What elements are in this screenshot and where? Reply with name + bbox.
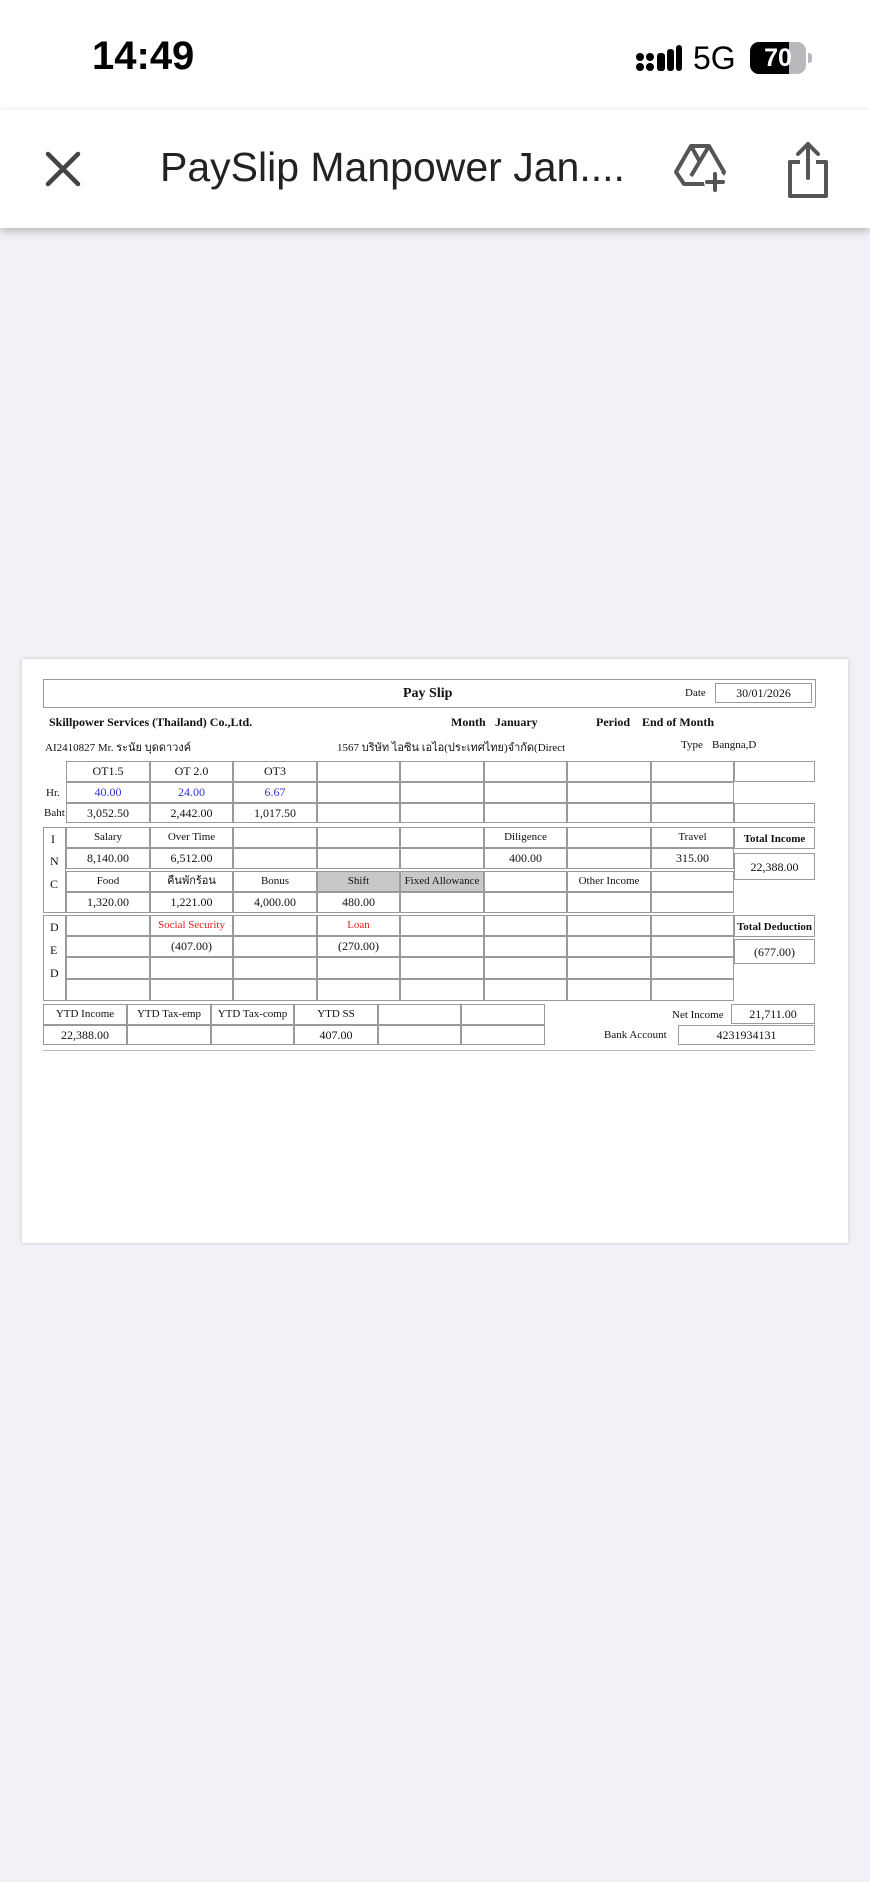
vacation-label: คืนพักร้อน [150, 871, 233, 892]
shift-label: Shift [317, 871, 400, 892]
ytd-empty [378, 1004, 461, 1025]
deduction-empty [651, 979, 734, 1001]
deduction-empty [66, 936, 150, 957]
ot-empty [567, 761, 651, 782]
income-empty [567, 827, 651, 848]
travel-value: 315.00 [651, 848, 734, 869]
total-deduction-label: Total Deduction [734, 915, 815, 937]
social-security-value: (407.00) [150, 936, 233, 957]
deduction-empty [567, 915, 651, 936]
ot-empty [400, 803, 484, 823]
diligence-label: Diligence [484, 827, 567, 848]
type-value: Bangna,D [712, 739, 757, 751]
ot-empty [484, 803, 567, 823]
date-value: 30/01/2026 [715, 683, 812, 703]
ytd-tax-comp-label: YTD Tax-comp [211, 1004, 294, 1025]
bank-account-value: 4231934131 [678, 1025, 815, 1045]
ytd-tax-emp-label: YTD Tax-emp [127, 1004, 211, 1025]
close-icon[interactable] [40, 146, 86, 192]
ot-empty [734, 761, 815, 782]
employee-info: AI2410827 Mr. ระนัย บุดดาวงค์ [45, 742, 192, 754]
ot-empty [317, 782, 400, 803]
ot20-baht: 2,442.00 [150, 803, 233, 823]
income-empty [233, 827, 317, 848]
ot-empty [567, 803, 651, 823]
deduction-empty [317, 979, 400, 1001]
food-value: 1,320.00 [66, 892, 150, 913]
client-company: 1567 บริษัท ไอซิน เอไอ(ประเทศไทย)จำกัด(Direct [337, 742, 566, 754]
income-empty [651, 871, 734, 892]
food-label: Food [66, 871, 150, 892]
ot-empty [400, 761, 484, 782]
deduction-empty [233, 915, 317, 936]
ytd-empty [211, 1025, 294, 1045]
income-empty [400, 827, 484, 848]
bonus-value: 4,000.00 [233, 892, 317, 913]
diligence-value: 400.00 [484, 848, 567, 869]
ytd-income-label: YTD Income [43, 1004, 127, 1025]
battery-icon [750, 42, 812, 74]
deduction-empty [651, 915, 734, 936]
ytd-empty [378, 1025, 461, 1045]
income-empty [484, 871, 567, 892]
income-empty [651, 892, 734, 913]
deduction-empty [150, 957, 233, 979]
status-time: 14:49 [92, 34, 195, 78]
income-empty [233, 848, 317, 869]
hr-label: Hr. [46, 787, 60, 799]
income-empty [400, 892, 484, 913]
deduction-empty [233, 979, 317, 1001]
deduction-empty [400, 915, 484, 936]
ot-empty [484, 782, 567, 803]
deduction-empty [66, 979, 150, 1001]
ot20-hours: 24.00 [150, 782, 233, 803]
ytd-ss-label: YTD SS [294, 1004, 378, 1025]
cellular-signal-icon [636, 44, 682, 72]
income-side-letter: C [50, 877, 59, 891]
ot3-header: OT3 [233, 761, 317, 782]
deduction-empty [651, 936, 734, 957]
ytd-ss-value: 407.00 [294, 1025, 378, 1045]
deduction-empty [66, 915, 150, 936]
deduction-empty [150, 979, 233, 1001]
ot-empty [567, 782, 651, 803]
period-label: Period [596, 715, 630, 729]
income-empty [400, 848, 484, 869]
overtime-label: Over Time [150, 827, 233, 848]
ot-empty [651, 782, 734, 803]
ot15-header: OT1.5 [66, 761, 150, 782]
loan-value: (270.00) [317, 936, 400, 957]
income-empty [484, 892, 567, 913]
ytd-empty [461, 1025, 545, 1045]
ot-empty [317, 761, 400, 782]
ot-empty [651, 761, 734, 782]
ot15-baht: 3,052.50 [66, 803, 150, 823]
status-bar [0, 0, 870, 110]
deduction-empty [233, 936, 317, 957]
deduction-empty [400, 936, 484, 957]
deduction-empty [66, 957, 150, 979]
month-value: January [495, 715, 538, 729]
share-icon[interactable] [782, 140, 834, 200]
deduction-empty [484, 915, 567, 936]
deduction-empty [567, 979, 651, 1001]
deduction-empty [233, 957, 317, 979]
date-label: Date [685, 687, 706, 699]
deduction-empty [567, 936, 651, 957]
ot3-baht: 1,017.50 [233, 803, 317, 823]
deduction-side-letter: D [50, 966, 59, 980]
ot-empty [400, 782, 484, 803]
deduction-empty [484, 957, 567, 979]
ot15-hours: 40.00 [66, 782, 150, 803]
ot3-hours: 6.67 [233, 782, 317, 803]
deduction-empty [651, 957, 734, 979]
ot-empty [734, 803, 815, 823]
travel-label: Travel [651, 827, 734, 848]
battery-percent: 70 [764, 44, 792, 72]
ot-empty [317, 803, 400, 823]
overtime-value: 6,512.00 [150, 848, 233, 869]
income-side-letter: I [51, 832, 55, 846]
ytd-empty [461, 1004, 545, 1025]
salary-value: 8,140.00 [66, 848, 150, 869]
slip-title: Pay Slip [403, 686, 453, 701]
income-empty [317, 848, 400, 869]
social-security-label: Social Security [150, 915, 233, 936]
pay-slip [22, 659, 848, 1243]
ytd-empty [127, 1025, 211, 1045]
fixed-allowance-label: Fixed Allowance [400, 871, 484, 892]
period-value: End of Month [642, 715, 715, 729]
total-income-label: Total Income [734, 827, 815, 849]
total-income-value: 22,388.00 [734, 853, 815, 880]
deduction-empty [484, 979, 567, 1001]
viewer-header [0, 110, 870, 228]
baht-label: Baht [44, 807, 65, 819]
deduction-empty [567, 957, 651, 979]
income-empty [567, 892, 651, 913]
loan-label: Loan [317, 915, 400, 936]
company-name: Skillpower Services (Thailand) Co.,Ltd. [49, 715, 253, 729]
ot-empty [484, 761, 567, 782]
add-to-drive-icon[interactable] [672, 142, 728, 194]
income-empty [567, 848, 651, 869]
ytd-income-value: 22,388.00 [43, 1025, 127, 1045]
type-label: Type [681, 739, 703, 751]
income-empty [317, 827, 400, 848]
net-income-value: 21,711.00 [731, 1004, 815, 1024]
deduction-side-letter: E [50, 943, 58, 957]
net-income-label: Net Income [672, 1009, 724, 1021]
total-deduction-value: (677.00) [734, 939, 815, 964]
network-type: 5G [693, 40, 736, 76]
deduction-empty [400, 979, 484, 1001]
deduction-empty [400, 957, 484, 979]
deduction-empty [484, 936, 567, 957]
income-side-letter: N [50, 854, 59, 868]
ot20-header: OT 2.0 [150, 761, 233, 782]
month-label: Month [451, 715, 486, 729]
vacation-value: 1,221.00 [150, 892, 233, 913]
deduction-empty [317, 957, 400, 979]
bank-account-label: Bank Account [604, 1029, 667, 1041]
document-page [22, 659, 848, 1243]
bonus-label: Bonus [233, 871, 317, 892]
deduction-side-letter: D [50, 920, 59, 934]
salary-label: Salary [66, 827, 150, 848]
shift-value: 480.00 [317, 892, 400, 913]
other-income-label: Other Income [567, 871, 651, 892]
ot-empty [651, 803, 734, 823]
document-title: PaySlip Manpower Jan.... [160, 144, 625, 190]
